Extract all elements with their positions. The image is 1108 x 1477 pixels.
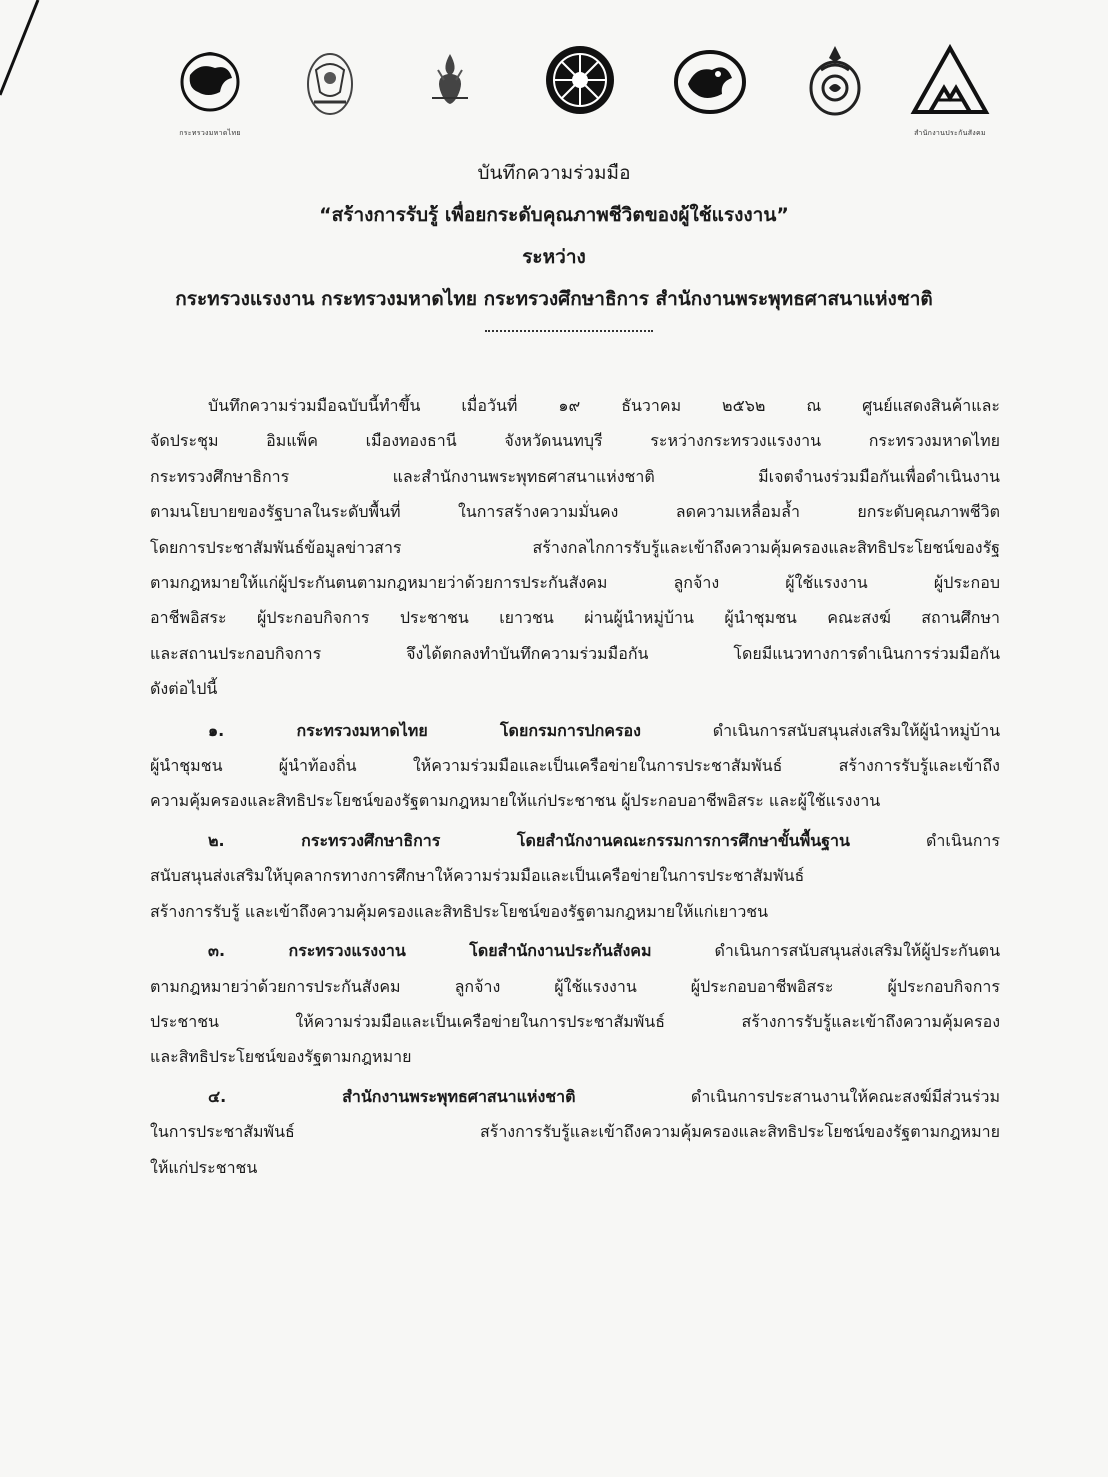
- title-line-2: “สร้างการรับรู้ เพื่อยกระดับคุณภาพชีวิตของผู้ใช้แรงงาน”: [319, 204, 789, 226]
- clause-heading: ๒. กระทรวงศึกษาธิการ โดยสำนักงานคณะกรรมการการศึกษาขั้นพื้นฐาน: [208, 830, 850, 850]
- logo-dragon-seal: [660, 40, 760, 150]
- document-body: [150, 388, 1000, 1185]
- clause-line: ประชาชน ให้ความร่วมมือและเป็นเครือข่ายในการประชาสัมพันธ์ สร้างการรับรู้และเข้าถึงความคุ้มครอง: [150, 1011, 1000, 1031]
- clause-first-line: [150, 713, 1000, 748]
- clause-text: ดำเนินการสนับสนุนส่งเสริมให้ผู้นำหมู่บ้าน: [640, 720, 1000, 740]
- clause-text: ดำเนินการประสานงานให้คณะสงฆ์มีส่วนร่วม: [575, 1086, 1000, 1106]
- logo-row: [160, 40, 1000, 150]
- intro-line: ตามนโยบายของรัฐบาลในระดับพื้นที่ ในการสร้างความมั่นคง ลดความเหลื่อมล้ำ ยกระดับคุณภาพชีวิต: [150, 502, 1000, 522]
- clause-line: ความคุ้มครองและสิทธิประโยชน์ของรัฐตามกฎหมายให้แก่ประชาชน ผู้ประกอบอาชีพอิสระ และผู้ใช้แรงงาน: [150, 791, 881, 811]
- dragon-seal-icon: [660, 40, 760, 120]
- intro-line: และสถานประกอบกิจการ จึงได้ตกลงทำบันทึกความร่วมมือกัน โดยมีแนวทางการดำเนินการร่วมมือกัน: [150, 643, 1000, 663]
- dotted-separator: [485, 330, 653, 332]
- clause-4: [150, 1079, 1000, 1185]
- logo-phra-kiao: [785, 40, 885, 150]
- phra-kiao-icon: [785, 40, 885, 120]
- clause-line: ให้แก่ประชาชน: [150, 1157, 258, 1177]
- clause-heading: ๓. กระทรวงแรงงาน โดยสำนักงานประกันสังคม: [208, 941, 652, 961]
- document-title: [0, 152, 1108, 320]
- intro-line: ดังต่อไปนี้: [150, 679, 218, 699]
- clause-heading: ๑. กระทรวงมหาดไทย โดยกรมการปกครอง: [208, 720, 641, 740]
- clause-1: [150, 713, 1000, 819]
- clause-heading: ๔. สำนักงานพระพุทธศาสนาแห่งชาติ: [208, 1086, 576, 1106]
- logo-ministry-of-interior: [160, 40, 260, 150]
- clause-text: ดำเนินการสนับสนุนส่งเสริมให้ผู้ประกันตน: [651, 941, 1000, 961]
- ministry-emblem-icon: [280, 40, 380, 120]
- triangle-logo-icon: [900, 40, 1000, 120]
- intro-line: กระทรวงศึกษาธิการ และสำนักงานพระพุทธศาสนาแห่งชาติ มีเจตจำนงร่วมมือกันเพื่อดำเนินงาน: [150, 466, 1000, 486]
- intro-paragraph: [150, 388, 1000, 707]
- clause-line: ผู้นำชุมชน ผู้นำท้องถิ่น ให้ความร่วมมือและเป็นเครือข่ายในการประชาสัมพันธ์ สร้างการรับรู้และเข้าถึง: [150, 756, 1000, 776]
- dharma-wheel-icon: [530, 40, 630, 120]
- title-line-4: กระทรวงแรงงาน กระทรวงมหาดไทย กระทรวงศึกษาธิการ สำนักงานพระพุทธศาสนาแห่งชาติ: [175, 288, 933, 310]
- title-line-1: บันทึกความร่วมมือ: [477, 162, 631, 184]
- clause-line: ในการประชาสัมพันธ์ สร้างการรับรู้และเข้าถึงความคุ้มครองและสิทธิประโยชน์ของรัฐตามกฎหมาย: [150, 1122, 1000, 1142]
- intro-line: ตามกฎหมายให้แก่ผู้ประกันตนตามกฎหมายว่าด้วยการประกันสังคม ลูกจ้าง ผู้ใช้แรงงาน ผู้ประกอบ: [150, 573, 1000, 593]
- clause-text: ดำเนินการ: [849, 830, 1000, 850]
- intro-line: อาชีพอิสระ ผู้ประกอบกิจการ ประชาชน เยาวชน ผ่านผู้นำหมู่บ้าน ผู้นำชุมชน คณะสงฆ์ สถานศึกษา: [150, 608, 1000, 628]
- intro-line: โดยการประชาสัมพันธ์ข้อมูลข่าวสาร สร้างกลไกการรับรู้และเข้าถึงความคุ้มครองและสิทธิประโยชน์ของรัฐ: [150, 537, 1000, 557]
- logo-emblem-2: [280, 40, 380, 150]
- clause-2: [150, 823, 1000, 929]
- clause-3: [150, 933, 1000, 1075]
- logo-caption: สำนักงานประกันสังคม: [914, 129, 986, 137]
- globe-seal-icon: [160, 40, 260, 120]
- clause-first-line: [150, 1079, 1000, 1114]
- clause-first-line: [150, 823, 1000, 858]
- clause-first-line: [150, 933, 1000, 968]
- title-line-3: ระหว่าง: [522, 246, 586, 268]
- logo-caption: กระทรวงมหาดไทย: [179, 129, 241, 137]
- page-corner-line: [0, 0, 80, 120]
- clause-line: สร้างการรับรู้ และเข้าถึงความคุ้มครองและสิทธิประโยชน์ของรัฐตามกฎหมายให้แก่เยาวชน: [150, 901, 769, 921]
- intro-line: จัดประชุม อิมแพ็ค เมืองทองธานี จังหวัดนนทบุรี ระหว่างกระทรวงแรงงาน กระทรวงมหาดไทย: [150, 431, 1000, 451]
- clause-line: สนับสนุนส่งเสริมให้บุคลากรทางการศึกษาให้ความร่วมมือและเป็นเครือข่ายในการประชาสัมพันธ์: [150, 866, 805, 886]
- clause-line: และสิทธิประโยชน์ของรัฐตามกฎหมาย: [150, 1047, 412, 1067]
- clause-line: ตามกฎหมายว่าด้วยการประกันสังคม ลูกจ้าง ผู้ใช้แรงงาน ผู้ประกอบอาชีพอิสระ ผู้ประกอบกิจการ: [150, 976, 1000, 996]
- intro-line: บันทึกความร่วมมือฉบับนี้ทำขึ้น เมื่อวันที่ ๑๙ ธันวาคม ๒๕๖๒ ณ ศูนย์แสดงสินค้าและ: [208, 396, 1000, 415]
- flame-emblem-icon: [400, 40, 500, 120]
- logo-dharma-wheel: [530, 40, 630, 150]
- logo-emblem-3: [400, 40, 500, 150]
- logo-social-security-office: [900, 40, 1000, 150]
